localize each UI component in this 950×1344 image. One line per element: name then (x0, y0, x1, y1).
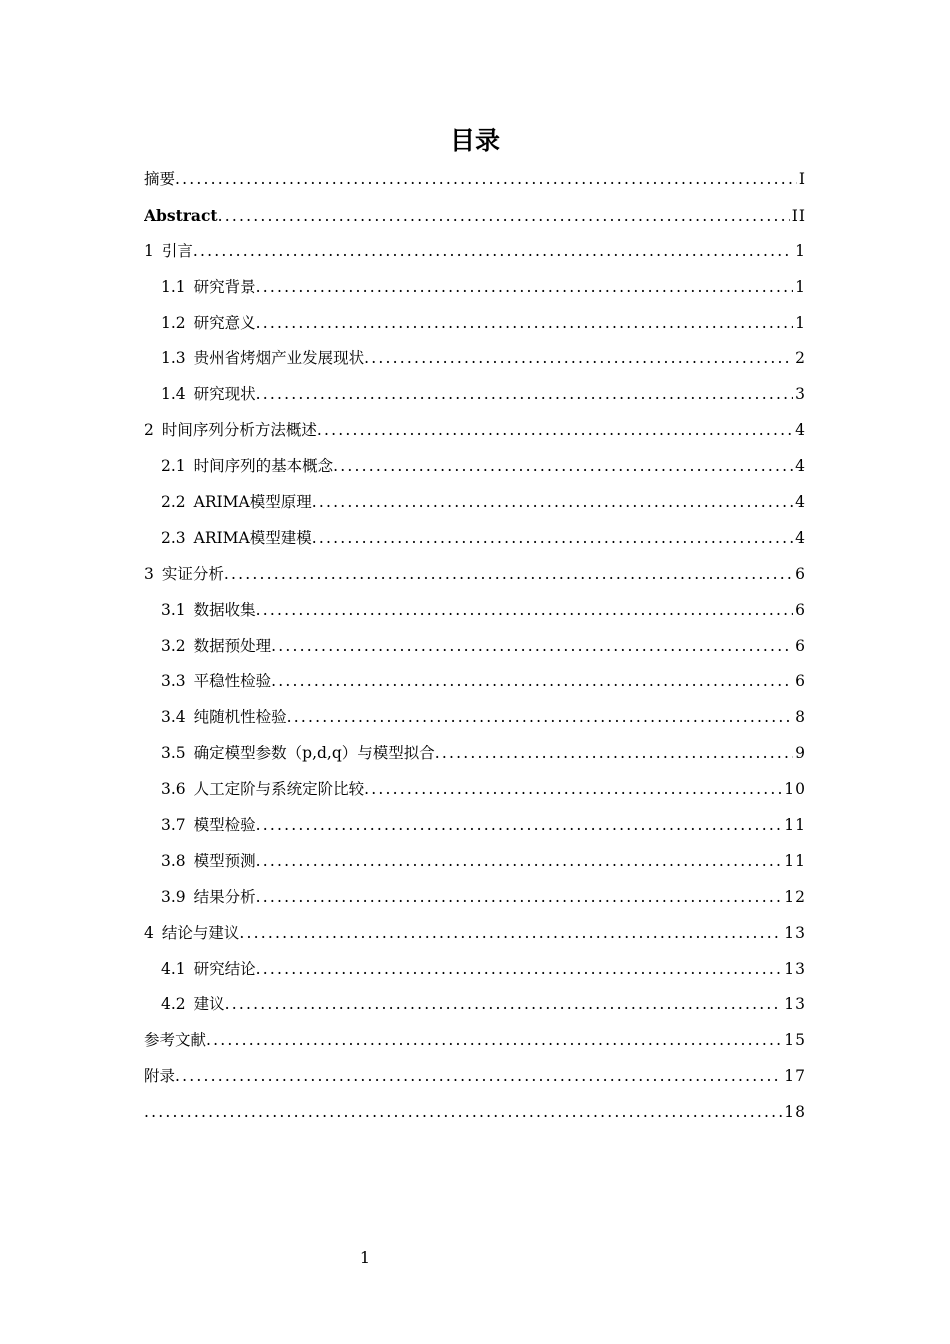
toc-entry[interactable] (144, 413, 806, 449)
toc-entry-label: 结论与建议 (161, 923, 240, 942)
toc-entry-page: 8 (795, 708, 806, 727)
toc-entry-number: 2.3 (161, 528, 186, 547)
toc-entry[interactable] (144, 593, 806, 629)
dot-leader (206, 1023, 782, 1059)
toc-entry-page: 18 (784, 1103, 806, 1122)
toc-entry-number: 1 (144, 241, 154, 260)
toc-entry-page: 1 (795, 313, 806, 332)
toc-entry-number: 1.2 (161, 313, 186, 332)
toc-entry-page: 11 (784, 816, 806, 835)
dot-leader (312, 485, 793, 521)
page-number: 1 (359, 1248, 371, 1267)
toc-entry[interactable] (144, 306, 806, 342)
toc-entry[interactable] (144, 844, 806, 880)
toc-entry-page: I (798, 170, 806, 188)
toc-entry[interactable] (144, 521, 806, 557)
toc-entry-number: 3.3 (161, 672, 186, 691)
dot-leader (224, 557, 793, 593)
toc-entry-number: 2.1 (161, 457, 186, 476)
toc-entry-page: 13 (784, 995, 806, 1014)
toc-entry-number: 2 (144, 421, 154, 440)
toc-entry[interactable] (144, 808, 806, 844)
toc-entry[interactable] (144, 162, 806, 198)
toc-entry[interactable] (144, 198, 806, 234)
toc-entry[interactable] (144, 664, 806, 700)
dot-leader (312, 521, 793, 557)
toc-entry-page: 15 (784, 1031, 806, 1050)
toc-entry-label: 研究背景 (193, 277, 256, 296)
toc-entry-page: II (791, 206, 806, 225)
toc-entry-number: 4 (144, 923, 154, 942)
toc-entry-page: 4 (795, 493, 806, 512)
dot-leader (256, 270, 793, 306)
dot-leader (144, 1095, 782, 1131)
toc-entry-page: 11 (784, 851, 806, 870)
toc-entry[interactable] (144, 1059, 806, 1095)
dot-leader (256, 593, 793, 629)
toc-entry-page: 6 (795, 672, 806, 691)
dot-leader (317, 413, 793, 449)
toc-entry-number: 3.9 (161, 887, 186, 906)
toc-entry-label: 确定模型参数（p,d,q）与模型拟合 (193, 744, 435, 763)
toc-entry[interactable] (144, 377, 806, 413)
toc-entry-label: 研究结论 (193, 959, 256, 978)
toc-entry[interactable] (144, 1023, 806, 1059)
toc-entry-label: 研究意义 (193, 313, 256, 332)
toc-entry-label: 数据预处理 (193, 636, 272, 655)
toc-entry-label: 时间序列分析方法概述 (161, 421, 317, 440)
dot-leader (271, 664, 793, 700)
toc-entry[interactable] (144, 772, 806, 808)
toc-entry[interactable] (144, 880, 806, 916)
dot-leader (256, 880, 783, 916)
toc-entry-label: 时间序列的基本概念 (193, 457, 334, 476)
dot-leader (256, 377, 793, 413)
dot-leader (271, 629, 793, 665)
dot-leader (364, 772, 782, 808)
toc-entry-page: 12 (784, 887, 806, 906)
toc-entry-number: 3.2 (161, 636, 186, 655)
dot-leader (193, 234, 793, 270)
dot-leader (287, 700, 793, 736)
toc-entry-label: 摘要 (144, 170, 176, 188)
toc-entry[interactable] (144, 557, 806, 593)
toc-entry-label: Abstract (144, 205, 218, 225)
toc-entry-label: 研究现状 (193, 385, 256, 404)
toc-entry-number: 1.1 (161, 277, 186, 296)
toc-entry-label: ARIMA模型建模 (193, 528, 312, 547)
toc-entry-label: 平稳性检验 (193, 672, 272, 691)
dot-leader (256, 808, 783, 844)
toc-entry-page: 4 (795, 457, 806, 476)
toc-entry-number: 2.2 (161, 493, 186, 512)
toc-entry-page: 1 (795, 241, 806, 260)
toc-entry-page: 4 (795, 421, 806, 440)
toc-entry-number: 3.4 (161, 708, 186, 727)
toc-entry-number: 4.1 (161, 959, 186, 978)
toc-entry-number: 3.5 (161, 744, 186, 763)
toc-entry[interactable] (144, 270, 806, 306)
toc-entry-label: ARIMA模型原理 (193, 493, 312, 512)
toc-entry-number: 3.7 (161, 816, 186, 835)
toc-entry[interactable] (144, 449, 806, 485)
dot-leader (333, 449, 793, 485)
toc-entry-number: 4.2 (161, 995, 186, 1014)
toc-entry-page: 3 (795, 385, 806, 404)
toc-entry-page: 1 (795, 277, 806, 296)
toc-entry-page: 13 (784, 923, 806, 942)
dot-leader (218, 199, 790, 234)
toc-entry-label: 模型检验 (193, 816, 256, 835)
toc-entry[interactable] (144, 485, 806, 521)
toc-entry[interactable] (144, 952, 806, 988)
toc-entry-label: 人工定阶与系统定阶比较 (193, 780, 365, 799)
dot-leader (175, 162, 797, 198)
toc-entry[interactable] (144, 916, 806, 952)
toc-entry-number: 1.3 (161, 349, 186, 368)
toc-entry-number: 3.1 (161, 600, 186, 619)
dot-leader (256, 306, 793, 342)
toc-entry-number: 3.8 (161, 851, 186, 870)
toc-entry[interactable] (144, 341, 806, 377)
toc-entry[interactable] (144, 700, 806, 736)
toc-entry[interactable] (144, 736, 806, 772)
toc-entry[interactable] (144, 629, 806, 665)
toc-entry-page: 9 (795, 744, 806, 763)
toc-entry-page: 6 (795, 636, 806, 655)
dot-leader (364, 341, 793, 377)
toc-entry-number: 3.6 (161, 780, 186, 799)
dot-leader (175, 1059, 782, 1095)
toc-entry-label: 参考文献 (144, 1031, 207, 1050)
toc-entry-page: 6 (795, 600, 806, 619)
toc-entry-label: 纯随机性检验 (193, 708, 287, 727)
toc-entry-number: 1.4 (161, 385, 186, 404)
toc-entry[interactable] (144, 234, 806, 270)
dot-leader (256, 952, 783, 988)
toc-entry-page: 17 (784, 1067, 806, 1086)
toc-entry-label: 实证分析 (161, 564, 224, 583)
toc-entry-page: 10 (784, 780, 806, 799)
toc-entry-page: 2 (795, 349, 806, 368)
toc-entry-label: 建议 (193, 995, 225, 1014)
toc-entry-page: 4 (795, 528, 806, 547)
dot-leader (239, 916, 782, 952)
dot-leader (225, 987, 783, 1023)
toc-entry[interactable] (144, 1095, 806, 1131)
toc-entry-label: 附录 (144, 1067, 176, 1086)
toc-entry-label: 贵州省烤烟产业发展现状 (193, 349, 365, 368)
toc-entry-number: 3 (144, 564, 154, 583)
toc-entry-label: 引言 (161, 241, 193, 260)
toc-entry[interactable] (144, 987, 806, 1023)
toc-entry-label: 结果分析 (193, 887, 256, 906)
toc-entry-page: 13 (784, 959, 806, 978)
toc-title: 目录 (449, 126, 500, 155)
toc-entry-label: 模型预测 (193, 851, 256, 870)
table-of-contents (144, 162, 806, 1131)
toc-entry-label: 数据收集 (193, 600, 256, 619)
dot-leader (435, 736, 793, 772)
dot-leader (256, 844, 783, 880)
toc-entry-page: 6 (795, 564, 806, 583)
